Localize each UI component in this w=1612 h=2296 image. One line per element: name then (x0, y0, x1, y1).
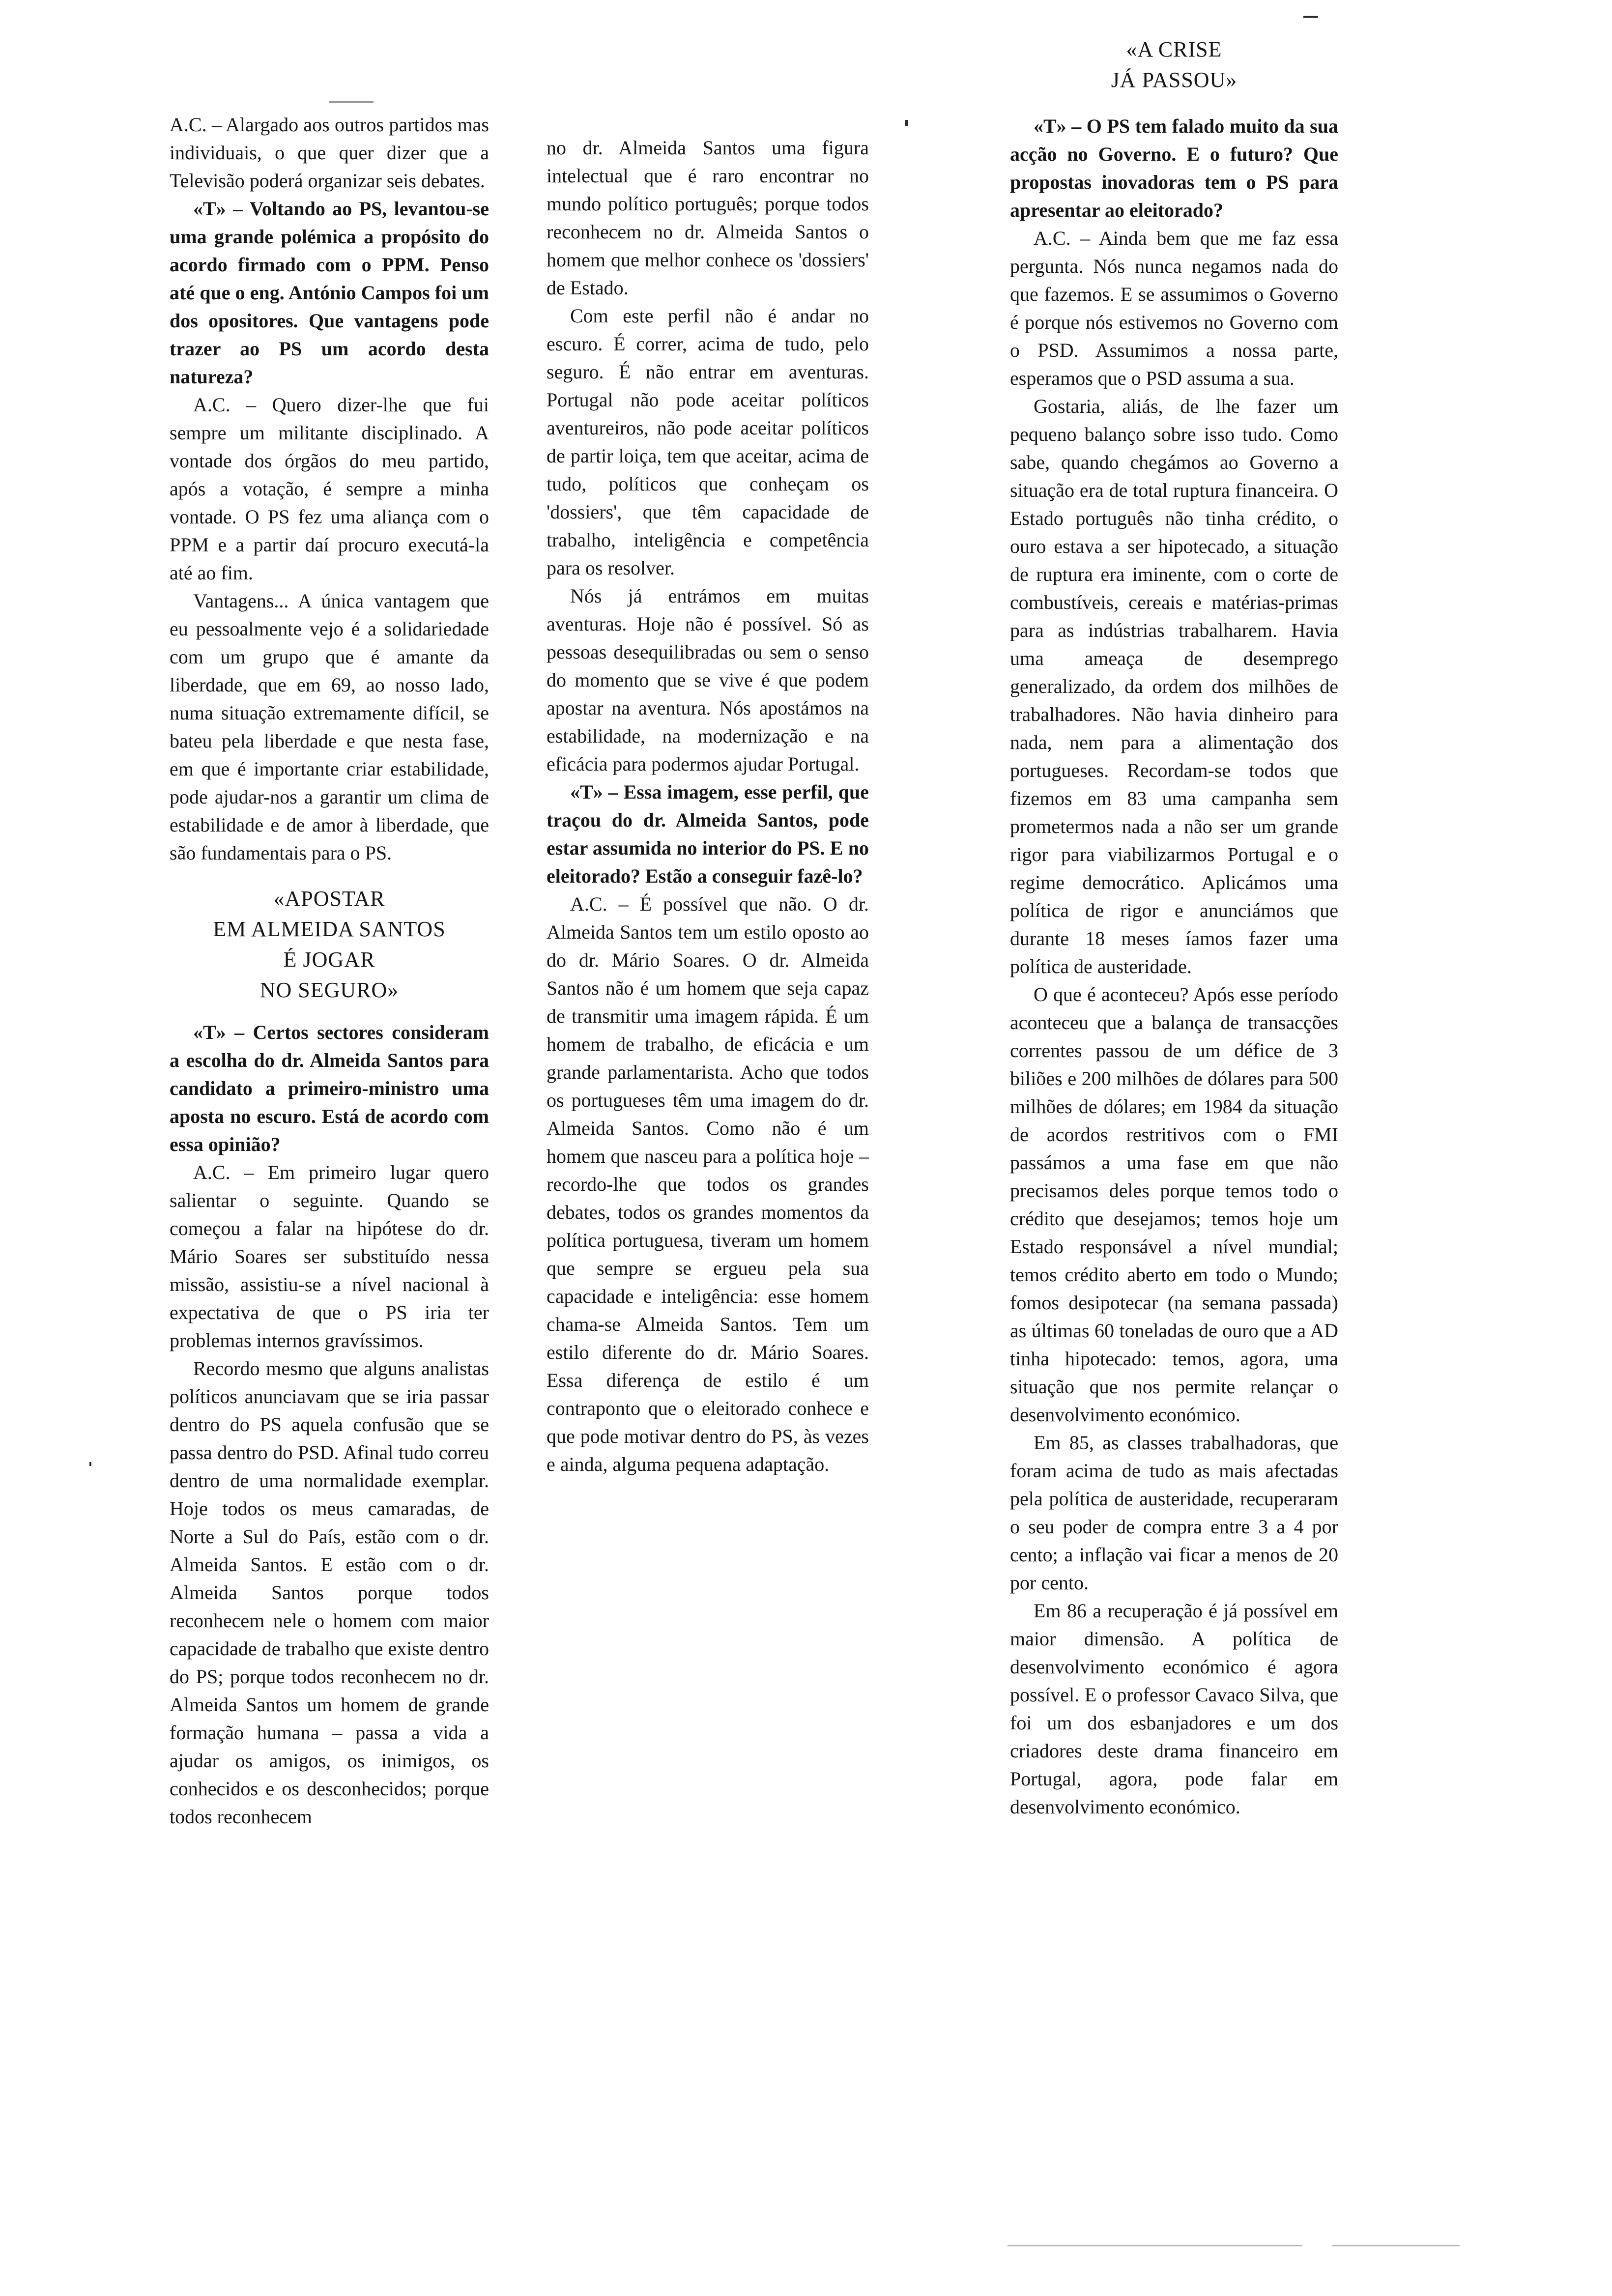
body-paragraph: Em 86 a recuperação é já possível em maior dimensão. A política de desenvolvimento económico é agora possível. E o professor Cavaco Silva, que foi um dos esbanjadores e um dos criadores deste drama financeiro em Portugal, agora, pode falar em desenvolvimento económico. (1010, 1600, 1338, 1818)
speaker-label: A.C. – (1034, 227, 1099, 249)
subheading-line: NO SEGURO» (259, 978, 399, 1002)
answer-text: Quero dizer-lhe que fui sempre um militante disciplinado. A vontade dos órgãos do meu partido, após a votação, é sempre a minha vontade. O PS fez uma aliança com o PPM e a partir daí procuro executá-la até ao fim. (170, 394, 489, 584)
body-paragraph: Gostaria, aliás, de lhe fazer um pequeno balanço sobre isso tudo. Como sabe, quando chegámos ao Governo a situação era de total ruptura financeira. O Estado português não tinha crédito, o ouro estava a ser hipotecado, a situação de ruptura era iminente, com o corte de combustíveis, cereais e matérias-primas para as indústrias trabalharem. Havia uma ameaça de desemprego generalizado, da ordem dos milhões de trabalhadores. Não havia dinheiro para nada, nem para a alimentação dos portugueses. Recordam-se todos que fizemos em 83 uma campanha sem prometermos nada a não ser um grande rigor para viabilizarmos Portugal e o regime democrático. Aplicámos uma política de rigor e anunciámos que durante 18 meses íamos fazer uma política de austeridade. (1010, 395, 1338, 977)
question-paragraph (170, 1018, 489, 1158)
section-subheading-apostar (170, 884, 489, 1005)
scan-artifact (1332, 2245, 1460, 2246)
question-text: «T» – Certos sectores consideram a escolha do dr. Almeida Santos para candidato a primeiro-ministro uma aposta no escuro. Está de acordo com essa opinião? (170, 1021, 489, 1155)
scan-artifact (905, 120, 908, 126)
column-left (170, 0, 489, 1831)
scan-artifact (329, 101, 374, 103)
question-text: «T» – Voltando ao PS, levantou-se uma grande polémica a propósito do acordo firmado com o PPM. Penso até que o eng. António Campos foi um dos opositores. Que vantagens pode trazer ao PS um acordo desta natureza? (170, 198, 489, 388)
subheading-line: É JOGAR (283, 947, 375, 972)
answer-paragraph (170, 391, 489, 587)
question-paragraph (170, 195, 489, 391)
question-text: «T» – Essa imagem, esse perfil, que traçou do dr. Almeida Santos, pode estar assumida no interior do PS. E no eleitorado? Estão a conseguir fazê-lo? (547, 781, 869, 887)
subheading-line: EM ALMEIDA SANTOS (213, 917, 446, 941)
answer-paragraph (547, 890, 869, 1478)
subheading-line: «A CRISE (1126, 37, 1222, 61)
body-paragraph: Com este perfil não é andar no escuro. É correr, acima de tudo, pelo seguro. É não entrar em aventuras. Portugal não pode aceitar políticos aventureiros, não pode aceitar políticos de partir loiça, tem que aceitar, acima de tudo, políticos que conheçam os 'dossiers', que têm capacidade de trabalho, inteligência e competência para os resolver. (547, 305, 869, 579)
question-paragraph (547, 778, 869, 890)
speaker-label: A.C. – (193, 1161, 268, 1183)
answer-paragraph (170, 111, 489, 195)
body-paragraph: O que é aconteceu? Após esse período aconteceu que a balança de transacções correntes passou de um défice de 3 biliões e 200 milhões de dólares para 500 milhões de dólares; em 1984 da situação de acordos restritivos com o FMI passámos a uma fase em que não precisamos deles porque temos todo o crédito que desejamos; temos hoje um Estado responsável a nível mundial; temos crédito aberto em todo o Mundo; fomos desipotecar (na semana passada) as últimas 60 toneladas de ouro que a AD tinha hipotecado: temos, agora, uma situação que nos permite relançar o desenvolvimento económico. (1010, 983, 1338, 1426)
body-paragraph: Nós já entrámos em muitas aventuras. Hoje não é possível. Só as pessoas desequilibradas ou sem o senso do momento que se vive é que podem apostar na aventura. Nós apostámos na estabilidade, na modernização e na eficácia para podermos ajudar Portugal. (547, 585, 869, 775)
answer-paragraph (170, 1158, 489, 1354)
column-middle (547, 0, 869, 1478)
answer-text: Alargado aos outros partidos mas individuais, o que quer dizer que a Televisão poderá organizar seis debates. (170, 114, 489, 192)
body-paragraph: no dr. Almeida Santos uma figura intelectual que é raro encontrar no mundo político português; porque todos reconhecem no dr. Almeida Santos o homem que melhor conhece os 'dossiers' de Estado. (547, 137, 869, 299)
answer-text: É possível que não. O dr. Almeida Santos tem um estilo oposto ao do dr. Mário Soares. O dr. Almeida Santos não é um homem que seja capaz de transmitir uma imagem rápida. É um homem de trabalho, de eficácia e um grande parlamentarista. Acho que todos os portugueses têm uma imagem do dr. Almeida Santos. Como não é um homem que nasceu para a política hoje – recordo-lhe que todos os grandes debates, todos os grandes momentos da política portuguesa, tiveram um homem que sempre se ergueu pela sua capacidade e inteligência: esse homem chama-se Almeida Santos. Tem um estilo diferente do dr. Mário Soares. Essa diferença de estilo é um contraponto que o eleitorado conhece e que pode motivar dentro do PS, às vezes e ainda, alguma pequena adaptação. (547, 893, 869, 1475)
section-subheading-crise (1010, 34, 1338, 95)
answer-paragraph (1010, 224, 1338, 392)
scan-artifact (1303, 16, 1318, 18)
answer-text: Ainda bem que me faz essa pergunta. Nós nunca negamos nada do que fazemos. E se assumimos o Governo é porque nós estivemos no Governo com o PSD. Assumimos a nossa parte, esperamos que o PSD assuma a sua. (1010, 227, 1338, 389)
question-text: «T» – O PS tem falado muito da sua acção no Governo. E o futuro? Que propostas inovadoras tem o PS para apresentar ao eleitorado? (1010, 115, 1338, 221)
subheading-line: «APOSTAR (273, 887, 385, 911)
speaker-label: A.C. – (193, 394, 272, 416)
answer-text: Em primeiro lugar quero salientar o seguinte. Quando se começou a falar na hipótese do dr. Mário Soares ser substituído nessa missão, assistiu-se a nível nacional à expectativa de que o PS iria ter problemas internos gravíssimos. (170, 1161, 489, 1351)
body-paragraph: Recordo mesmo que alguns analistas políticos anunciavam que se iria passar dentro do PS aquela confusão que se passa dentro do PSD. Afinal tudo correu dentro de uma normalidade exemplar. Hoje todos os meus camaradas, de Norte a Sul do País, estão com o dr. Almeida Santos. E estão com o dr. Almeida Santos porque todos reconhecem nele o homem com maior capacidade de trabalho que existe dentro do PS; porque todos reconhecem no dr. Almeida Santos um homem de grande formação humana – passa a vida a ajudar os amigos, os inimigos, os conhecidos e os desconhecidos; porque todos reconhecem (170, 1357, 489, 1828)
speaker-label: A.C. – (570, 893, 640, 915)
body-paragraph: Em 85, as classes trabalhadoras, que foram acima de tudo as mais afectadas pela política de austeridade, recuperaram o seu poder de compra entre 3 a 4 por cento; a inflação vai ficar a menos de 20 por cento. (1010, 1432, 1338, 1594)
scan-artifact (1008, 2245, 1302, 2246)
body-paragraph: Vantagens... A única vantagem que eu pessoalmente vejo é a solidariedade com um grupo que é amante da liberdade, que em 69, ao nosso lado, numa situação extremamente difícil, se bateu pela liberdade e que nesta fase, em que é importante criar estabilidade, pode ajudar-nos a garantir um clima de estabilidade e de amor à liberdade, que são fundamentais para o PS. (170, 590, 489, 864)
question-paragraph (1010, 112, 1338, 224)
scan-artifact (89, 1462, 91, 1466)
speaker-label: A.C. – (170, 114, 226, 136)
subheading-line: JÁ PASSOU» (1111, 68, 1238, 92)
column-right (1010, 0, 1338, 1821)
